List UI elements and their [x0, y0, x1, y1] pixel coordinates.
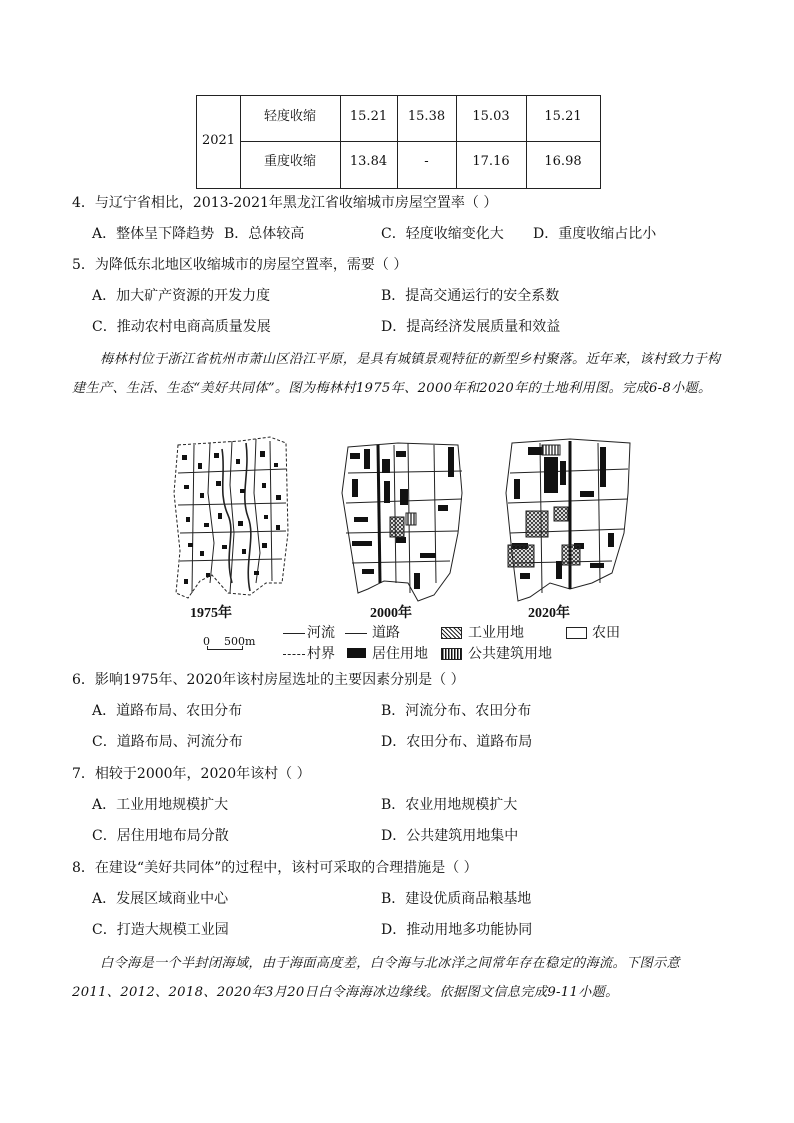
table-cell: - — [424, 154, 429, 169]
table-cell: 15.03 — [472, 109, 510, 124]
option-d: D．重度收缩占比小 — [533, 226, 657, 242]
data-table — [196, 95, 601, 189]
option-a: A．道路布局、农田分布 — [92, 703, 243, 719]
map-2020-public — [542, 445, 560, 455]
option-d: D．推动用地多功能协同 — [381, 922, 533, 938]
passage-meilin: 梅林村位于浙江省杭州市萧山区沿江平原，是具有城镇景观特征的新型乡村聚落。近年来，该村致力于构建生产、生活、生态“美好共同体”。图为梅林村1975年、2000年和2020年的土地利用图。完成6-8小题。 — [72, 352, 721, 396]
table-cell: 13.84 — [349, 154, 388, 169]
question-7-stem: 7．相较于2000年，2020年该村（ ） — [72, 766, 311, 782]
map-label-1975: 1975年 — [190, 606, 232, 621]
road-symbol — [345, 633, 367, 634]
option-b: B．农业用地规模扩大 — [381, 797, 518, 813]
table-row-type: 轻度收缩 — [263, 109, 316, 124]
passage-bering-sea: 白令海是一个半封闭海域，由于海面高度差，白令海与北冰洋之间常年存在稳定的海流。下图示意2011、2012、2018、2020年3月20日白令海海冰边缘线。依据图文信息完成9-11小题。 — [72, 956, 680, 1000]
question-8-stem: 8．在建设“美好共同体”的过程中，该村可采取的合理措施是（ ） — [72, 860, 478, 876]
option-c: C．道路布局、河流分布 — [92, 734, 243, 750]
map-2000-public — [406, 513, 416, 525]
option-d: D．提高经济发展质量和效益 — [381, 319, 561, 335]
table-row-type: 重度收缩 — [263, 154, 316, 169]
scale-bar-label: 0 500m — [203, 635, 256, 648]
legend-farmland: 农田 — [592, 625, 620, 641]
option-a: A．加大矿产资源的开发力度 — [92, 288, 271, 304]
land-use-maps — [170, 433, 640, 618]
residential-symbol — [347, 648, 366, 658]
industrial-symbol — [441, 627, 462, 639]
table-cell: 15.21 — [544, 109, 582, 124]
option-b: B．总体较高 — [224, 226, 305, 242]
option-d: D．农田分布、道路布局 — [381, 734, 533, 750]
legend-industrial: 工业用地 — [468, 625, 524, 641]
question-4-stem: 4．与辽宁省相比，2013-2021年黑龙江省收缩城市房屋空置率（ ） — [72, 195, 498, 211]
question-6-stem: 6．影响1975年、2020年该村房屋选址的主要因素分别是（ ） — [72, 672, 465, 688]
map-2020-industrial — [554, 507, 568, 521]
legend-road: 道路 — [372, 625, 400, 641]
map-2000-industrial — [390, 517, 404, 537]
map-label-2000: 2000年 — [370, 606, 412, 621]
option-d: D．公共建筑用地集中 — [381, 828, 519, 844]
option-b: B．提高交通运行的安全系数 — [381, 288, 560, 304]
scale-bar — [207, 646, 243, 650]
option-c: C．打造大规模工业园 — [92, 922, 229, 938]
legend-residential: 居住用地 — [372, 646, 428, 662]
map-2020-industrial — [508, 545, 534, 567]
option-c: C．居住用地布局分散 — [92, 828, 229, 844]
table-cell: 15.38 — [407, 109, 446, 124]
table-cell: 15.21 — [349, 109, 388, 124]
map-label-2020: 2020年 — [528, 606, 570, 621]
question-5-stem: 5．为降低东北地区收缩城市的房屋空置率，需要（ ） — [72, 257, 408, 273]
option-b: B．河流分布、农田分布 — [381, 703, 532, 719]
public-symbol — [441, 648, 462, 660]
option-a: A．发展区域商业中心 — [92, 891, 229, 907]
table-year: 2021 — [201, 133, 236, 148]
river-symbol — [283, 633, 305, 634]
legend-river: 河流 — [307, 625, 335, 641]
map-2020-industrial — [562, 545, 580, 565]
option-a: A．整体呈下降趋势 — [92, 226, 215, 242]
village-boundary-symbol — [283, 654, 305, 655]
legend-public: 公共建筑用地 — [468, 646, 552, 662]
legend-village-boundary: 村界 — [307, 646, 335, 662]
option-c: C．轻度收缩变化大 — [381, 226, 504, 242]
option-b: B．建设优质商品粮基地 — [381, 891, 532, 907]
table-cell: 16.98 — [544, 154, 582, 169]
farmland-symbol — [566, 627, 587, 639]
table-cell: 17.16 — [472, 154, 510, 169]
map-1975 — [174, 437, 288, 598]
map-2020-industrial — [526, 511, 548, 537]
option-a: A．工业用地规模扩大 — [92, 797, 229, 813]
option-c: C．推动农村电商高质量发展 — [92, 319, 271, 335]
